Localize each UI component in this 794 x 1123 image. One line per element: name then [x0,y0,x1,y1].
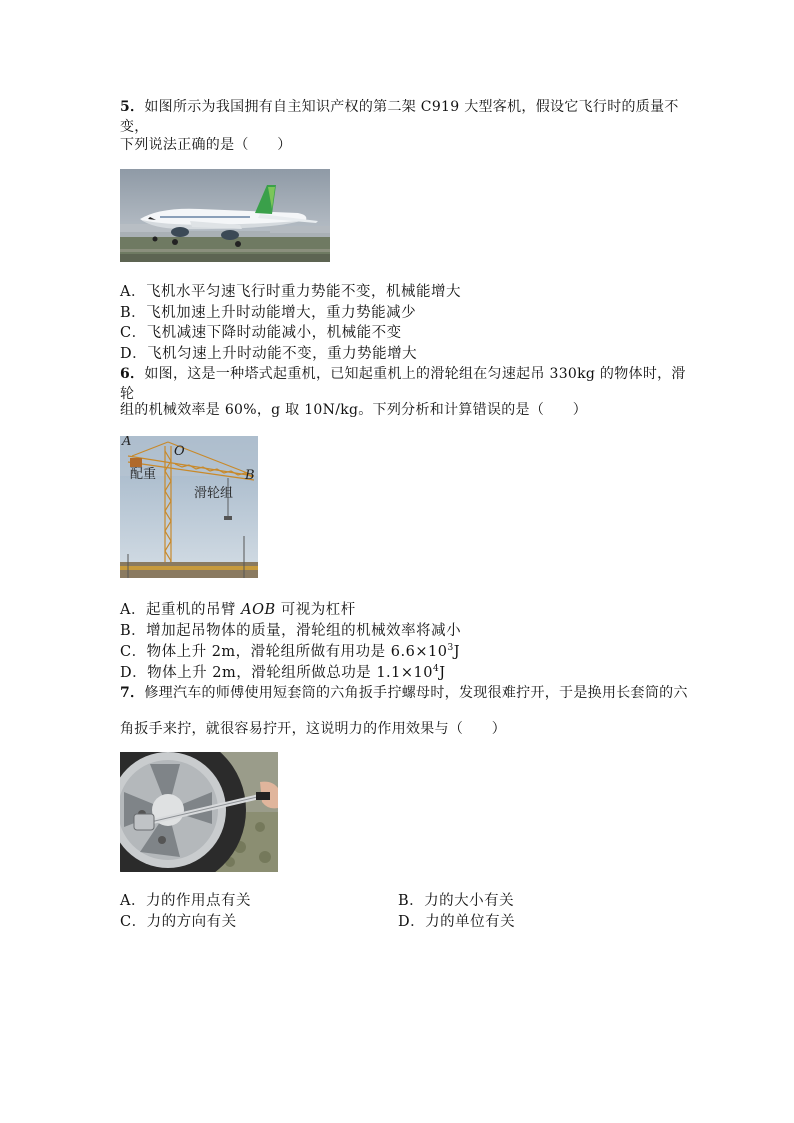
q5-option-b[interactable]: B．飞机加速上升时动能增大，重力势能减少 [120,305,417,321]
q5-stem-line2: 下列说法正确的是（ ） [120,137,292,153]
q6-stem-line1: 6．如图，这是一种塔式起重机，已知起重机上的滑轮组在匀速起吊 330kg 的物体时，滑轮 [120,366,686,402]
q6-stem-line2: 组的机械效率是 60%，g 取 10N/kg。下列分析和计算错误的是（ ） [120,402,588,418]
q6-option-c[interactable] [120,640,460,661]
q6-option-d[interactable] [120,661,446,682]
q6-option-a-suffix: 可视为杠杆 [275,602,356,618]
q7-number: 7 [120,685,131,701]
q6-option-c-unit: J [453,644,461,660]
q5-number: 5 [120,99,131,115]
q7-stem-line2: 角扳手来拧，就很容易拧开，这说明力的作用效果与（ ） [120,721,507,737]
q5-option-a[interactable]: A．飞机水平匀速飞行时重力势能不变，机械能增大 [120,284,461,300]
q5-option-c[interactable]: C．飞机减速下降时动能减小，机械能不变 [120,325,402,341]
c919-airplane-image [120,169,330,262]
q6-text-1: 如图，这是一种塔式起重机，已知起重机上的滑轮组在匀速起吊 330kg 的物体时，滑轮 [120,366,686,402]
crane-label-b: B [245,468,255,483]
q6-option-c-exp: 3 [447,643,454,654]
crane-label-a: A [122,436,132,449]
q7-option-d[interactable]: D．力的单位有关 [398,914,516,930]
wrench-tire-image [120,752,278,872]
q7-option-c[interactable]: C．力的方向有关 [120,914,237,930]
q7-text-1: 修理汽车的师傅使用短套筒的六角扳手拧螺母时，发现很难拧开，于是换用长套筒的六 [144,685,688,701]
crane-label-counterweight: 配重 [130,467,157,482]
q6-option-a[interactable] [120,598,356,619]
q7-option-b[interactable]: B．力的大小有关 [398,893,515,909]
q5-option-d[interactable]: D．飞机匀速上升时动能不变，重力势能增大 [120,346,418,362]
q5-stem-line1: 5．如图所示为我国拥有自主知识产权的第二架 C919 大型客机，假设它飞行时的质量不变， [120,99,679,135]
q6-option-d-unit: J [439,665,446,681]
q7-option-a[interactable]: A．力的作用点有关 [120,893,251,909]
q6-option-d-exp: 4 [432,664,440,675]
q6-number: 6 [120,366,131,382]
crane-label-pulley: 滑轮组 [194,486,234,501]
q6-option-a-prefix: A．起重机的吊臂 [120,602,242,618]
q6-option-a-var: AOB [241,602,276,618]
crane-label-o: O [174,444,185,459]
tower-crane-image [120,436,258,578]
q5-text-1: 如图所示为我国拥有自主知识产权的第二架 C919 大型客机，假设它飞行时的质量不变， [120,99,679,135]
q6-option-c-base: C．物体上升 2m，滑轮组所做有用功是 6.6×10 [120,644,448,660]
q6-option-d-base: D．物体上升 2m，滑轮组所做总功是 1.1×10 [120,665,433,681]
q7-stem-line1: 7．修理汽车的师傅使用短套筒的六角扳手拧螺母时，发现很难拧开，于是换用长套筒的六 [120,685,688,701]
q6-option-b[interactable]: B．增加起吊物体的质量，滑轮组的机械效率将减小 [120,623,462,639]
